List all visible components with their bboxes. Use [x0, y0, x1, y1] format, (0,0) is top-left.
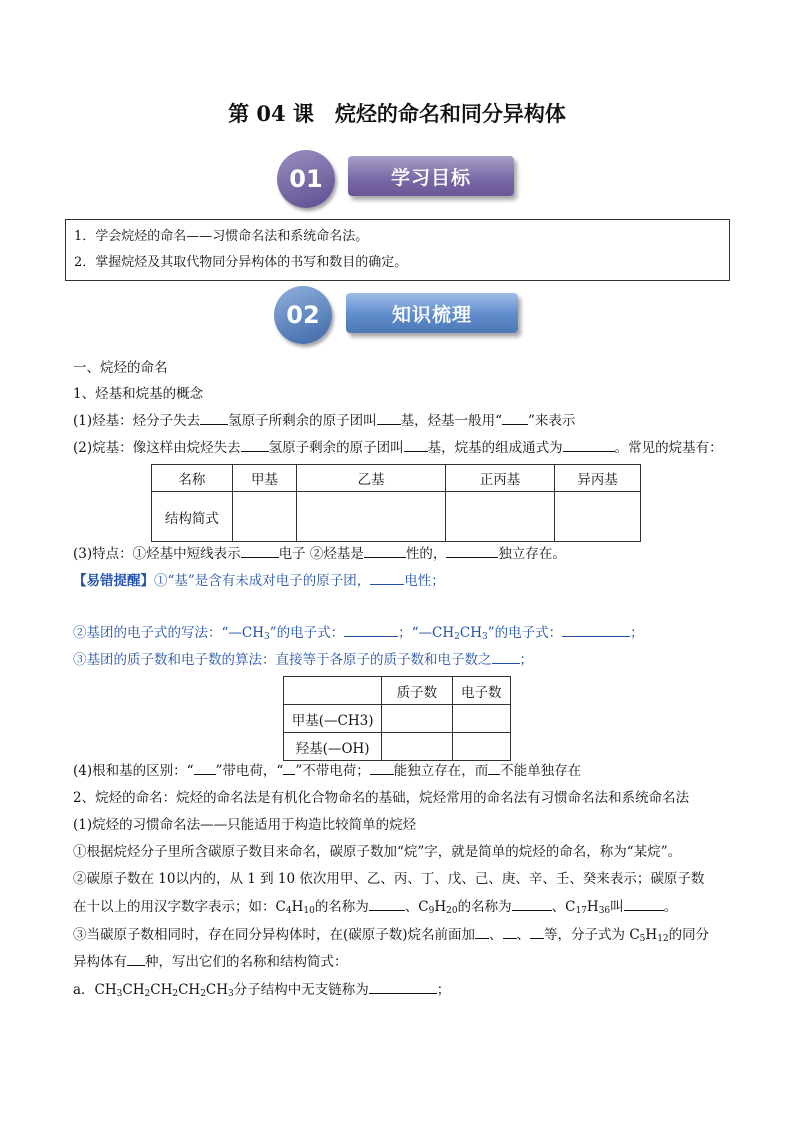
paragraph-rule-3-cont: 异构体有 种，写出它们的名称和结构简式：	[73, 951, 348, 972]
line-proton-count: ③基团的质子数和电子数的算法：直接等于各原子的质子数和电子数之 ；	[73, 649, 533, 670]
table-header: 电子数	[452, 677, 510, 705]
answer-blank[interactable]	[194, 760, 216, 775]
paragraph-rule-1: ①根据烷烃分子里所含碳原子数目来命名，碳原子数加“烷”字，就是简单的烷烃的命名，称为“某烷”。	[73, 844, 682, 860]
line-hydrocarbyl: (1)烃基：烃分子失去 氢原子所剩余的原子团叫 基，烃基一般用“ ”来表示	[73, 410, 575, 431]
subheading-common-naming: (1)烷烃的习惯命名法——只能适用于构造比较简单的烷烃	[73, 817, 417, 833]
table-row-label: 甲基(—CH3)	[284, 705, 382, 733]
answer-blank[interactable]	[200, 410, 228, 425]
section-label: 学习目标	[348, 156, 514, 196]
answer-blank[interactable]	[475, 924, 489, 939]
table-cell[interactable]	[382, 705, 452, 733]
table-header: 质子数	[382, 677, 452, 705]
line-electron-formula: ②基团的电子式的写法：“$—CH_3$”的电子式： ；“$—CH_2CH_3$”的电子式： ；	[73, 622, 644, 643]
section-number: 01	[277, 150, 335, 208]
answer-blank[interactable]	[502, 410, 528, 425]
section-label: 知识梳理	[346, 293, 518, 333]
warning-tag: 【易错提醒】	[73, 573, 154, 589]
answer-blank[interactable]	[241, 543, 279, 558]
answer-blank[interactable]	[530, 924, 544, 939]
goals-box	[65, 219, 730, 281]
table-header: 甲基	[232, 465, 297, 492]
table-cell[interactable]	[555, 492, 641, 542]
answer-blank[interactable]	[369, 979, 437, 994]
subheading-concept: 1、烃基和烷基的概念	[73, 386, 204, 402]
answer-blank[interactable]	[446, 543, 498, 558]
table-row-label: 羟基(—OH)	[284, 733, 382, 761]
table-cell[interactable]	[232, 492, 297, 542]
table-header: 正丙基	[445, 465, 555, 492]
paragraph-rule-2-cont: 在十以上的用汉字数字表示；如：$C_4H_{10}$的名称为 、$C_9H_{20}$的名称为 、$C_{17}H_{36}$叫 。	[73, 896, 677, 917]
answer-blank[interactable]	[404, 437, 428, 452]
section-badge-goals	[277, 150, 517, 210]
answer-blank[interactable]	[563, 437, 615, 452]
answer-blank[interactable]	[503, 924, 517, 939]
answer-blank[interactable]	[283, 760, 295, 775]
section-number: 02	[274, 286, 332, 344]
paragraph-rule-2: ②碳原子数在 10以内的，从 1 到 10 依次用甲、乙、丙、丁、戊、己、庚、辛、壬、癸来表示；碳原子数	[73, 871, 705, 887]
heading-naming: 一、烷烃的命名	[73, 360, 168, 376]
answer-blank[interactable]	[364, 543, 406, 558]
answer-blank[interactable]	[488, 760, 500, 775]
answer-blank[interactable]	[492, 649, 520, 664]
table-header	[284, 677, 382, 705]
line-features: (3)特点：①烃基中短线表示 电子 ②烃基是 性的， 独立存在。	[73, 543, 566, 564]
goal-item: 1．学会烷烃的命名——习惯命名法和系统命名法。	[74, 229, 369, 244]
answer-blank[interactable]	[624, 896, 664, 911]
table-cell[interactable]	[452, 705, 510, 733]
answer-blank[interactable]	[344, 622, 398, 637]
heading-alkane-naming: 2、烷烃的命名：烷烃的命名法是有机化合物命名的基础，烷烃常用的命名法有习惯命名法和系统命名法	[73, 790, 690, 806]
table-row-label: 结构简式	[152, 492, 233, 542]
answer-blank[interactable]	[370, 760, 394, 775]
answer-blank[interactable]	[127, 951, 145, 966]
table-cell[interactable]	[445, 492, 555, 542]
table-cell[interactable]	[452, 733, 510, 761]
line-root-vs-group: (4)根和基的区别：“ ”带电荷，“ ”不带电荷； 能独立存在，而 不能单独存在	[73, 760, 581, 781]
answer-blank[interactable]	[512, 896, 552, 911]
goal-item: 2．掌握烷烃及其取代物同分异构体的书写和数目的确定。	[74, 255, 408, 270]
table-header: 异丙基	[555, 465, 641, 492]
table-header: 乙基	[297, 465, 445, 492]
table-cell[interactable]	[297, 492, 445, 542]
table-header: 名称	[152, 465, 233, 492]
answer-blank[interactable]	[377, 410, 401, 425]
answer-blank[interactable]	[370, 570, 404, 585]
table-cell[interactable]	[382, 733, 452, 761]
answer-blank[interactable]	[241, 437, 269, 452]
line-alkyl: (2)烷基：像这样由烷烃失去 氢原子剩余的原子团叫 基，烷基的组成通式为 。常见的烷基有：	[73, 437, 723, 458]
paragraph-rule-3: ③当碳原子数相同时，存在同分异构体时，在(碳原子数)烷名前面加 、 、 等，分子式为 $C_5H_{12}$的同分	[73, 924, 709, 945]
answer-blank[interactable]	[562, 622, 630, 637]
section-badge-knowledge	[274, 286, 524, 346]
warning-reminder: 【易错提醒】①“基”是含有未成对电子的原子团， 电性；	[73, 570, 445, 591]
alkyl-table	[151, 464, 641, 542]
answer-blank[interactable]	[369, 896, 405, 911]
paragraph-item-a: a．$CH_3CH_2CH_2CH_2CH_3$分子结构中无支链称为 ；	[73, 979, 450, 1000]
proton-electron-table	[283, 676, 511, 761]
page-title: 第 04 课 烷烃的命名和同分异构体	[228, 101, 566, 126]
